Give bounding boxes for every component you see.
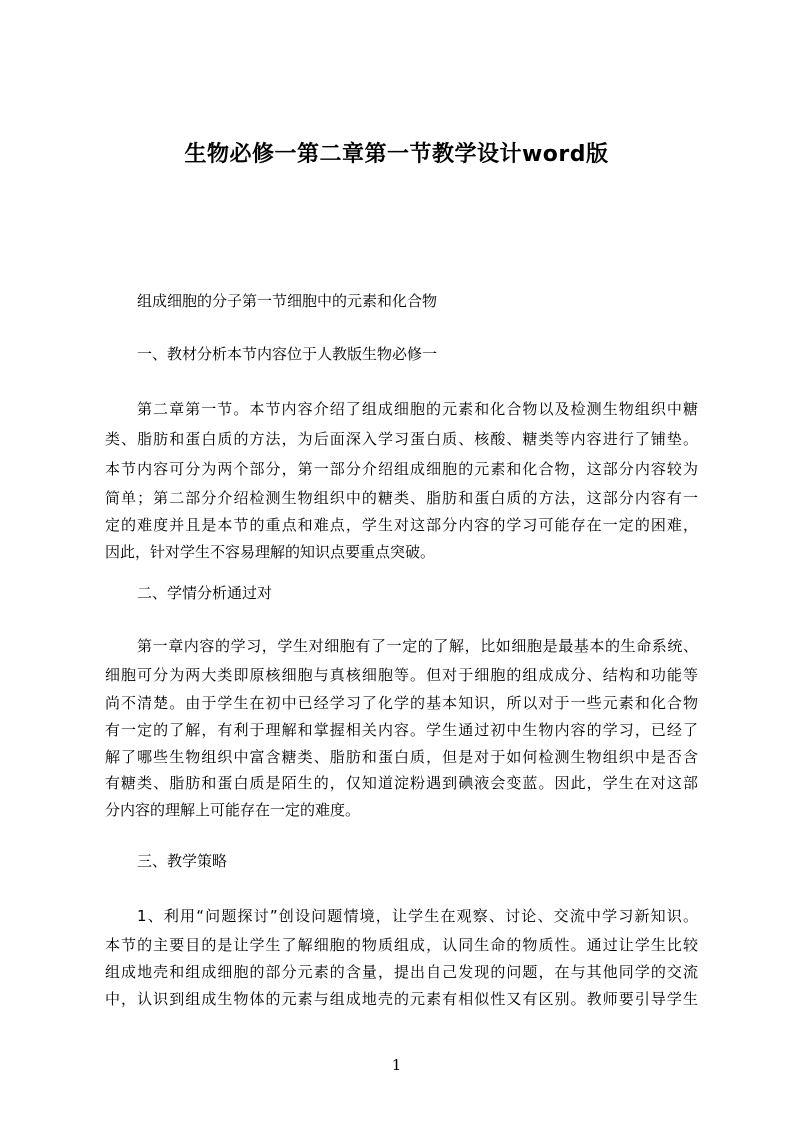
section3-line: 组成地壳和组成细胞的部分元素的含量，提出自己发现的问题，在与其他同学的交流 xyxy=(105,963,698,981)
subtitle: 组成细胞的分子第一节细胞中的元素和化合物 xyxy=(137,292,438,310)
section2-line: 有糖类、脂肪和蛋白质是陌生的，仅知道淀粉遇到碘液会变蓝。因此，学生在对这部 xyxy=(105,774,698,792)
section1-line: 简单；第二部分介绍检测生物组织中的糖类、脂肪和蛋白质的方法，这部分内容有一 xyxy=(105,489,698,507)
section2-heading: 二、学情分析通过对 xyxy=(137,584,273,602)
section2-line: 细胞可分为两大类即原核细胞与真核细胞等。但对于细胞的组成成分、结构和功能等 xyxy=(105,666,698,684)
section1-line: 第二章第一节。本节内容介绍了组成细胞的元素和化合物以及检测生物组织中糖 xyxy=(137,400,698,418)
section1-line: 定的难度并且是本节的重点和难点，学生对这部分内容的学习可能存在一定的困难， xyxy=(105,516,698,534)
section3-heading: 三、教学策略 xyxy=(137,852,228,870)
section1-line: 本节内容可分为两个部分，第一部分介绍组成细胞的元素和化合物，这部分内容较为 xyxy=(105,460,698,478)
section2-line: 尚不清楚。由于学生在初中已经学习了化学的基本知识，所以对于一些元素和化合物 xyxy=(105,694,698,712)
section2-line: 有一定的了解，有利于理解和掌握相关内容。学生通过初中生物内容的学习，已经了 xyxy=(105,721,698,739)
section3-line: 中，认识到组成生物体的元素与组成地壳的元素有相似性又有区别。教师要引导学生 xyxy=(105,990,698,1008)
section1-heading: 一、教材分析本节内容位于人教版生物必修一 xyxy=(137,345,438,363)
section2-line-last: 分内容的理解上可能存在一定的难度。 xyxy=(105,801,361,819)
page-number: 1 xyxy=(391,1056,402,1074)
section1-line: 类、脂肪和蛋白质的方法，为后面深入学习蛋白质、核酸、糖类等内容进行了铺垫。 xyxy=(105,430,698,448)
section1-line-last: 因此，针对学生不容易理解的知识点要重点突破。 xyxy=(105,543,436,561)
section2-line: 第一章内容的学习，学生对细胞有了一定的了解，比如细胞是最基本的生命系统、 xyxy=(137,637,698,655)
section3-line: 本节的主要目的是让学生了解细胞的物质组成，认同生命的物质性。通过让学生比较 xyxy=(105,936,698,954)
document-title: 生物必修一第二章第一节教学设计word版 xyxy=(184,142,609,167)
section2-line: 解了哪些生物组织中富含糖类、脂肪和蛋白质，但是对于如何检测生物组织中是否含 xyxy=(105,748,698,766)
section3-line: 1、利用“问题探讨”创设问题情境，让学生在观察、讨论、交流中学习新知识。 xyxy=(137,907,698,925)
